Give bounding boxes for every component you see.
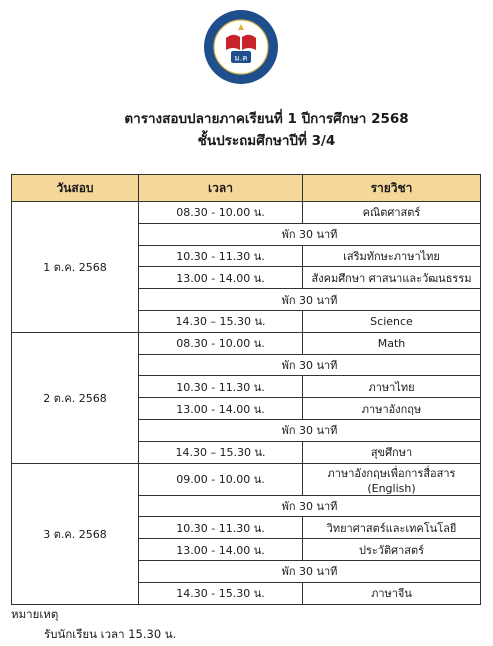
break-cell: พัก 30 นาที — [139, 560, 481, 582]
break-cell: พัก 30 นาที — [139, 289, 481, 311]
table-header-row — [12, 175, 481, 202]
subject-cell: เสริมทักษะภาษาไทย — [303, 245, 481, 267]
header-time: เวลา — [139, 175, 303, 202]
time-cell: 09.00 - 10.00 น. — [139, 463, 303, 495]
exam-date-cell: 3 ต.ค. 2568 — [12, 463, 139, 604]
break-cell: พัก 30 นาที — [139, 354, 481, 376]
time-cell: 14.30 – 15.30 น. — [139, 310, 303, 332]
subject-cell: ภาษาอังกฤษ — [303, 398, 481, 420]
time-cell: 10.30 - 11.30 น. — [139, 517, 303, 539]
subject-cell: สุขศึกษา — [303, 441, 481, 463]
time-cell: 08.30 - 10.00 น. — [139, 202, 303, 224]
time-cell: 13.00 - 14.00 น. — [139, 398, 303, 420]
subject-cell: ภาษาอังกฤษเพื่อการสื่อสาร (English) — [303, 463, 481, 495]
time-cell: 13.00 - 14.00 น. — [139, 267, 303, 289]
subject-cell: สังคมศึกษา ศาสนาและวัฒนธรรม — [303, 267, 481, 289]
break-cell: พัก 30 นาที — [139, 495, 481, 517]
exam-date-cell: 2 ต.ค. 2568 — [12, 332, 139, 463]
time-cell: 08.30 - 10.00 น. — [139, 332, 303, 354]
subject-cell: คณิตศาสตร์ — [303, 202, 481, 224]
subject-cell: วิทยาศาสตร์และเทคโนโลยี — [303, 517, 481, 539]
time-cell: 13.00 - 14.00 น. — [139, 539, 303, 561]
subject-cell: ภาษาไทย — [303, 376, 481, 398]
table-row — [12, 332, 481, 354]
time-cell: 14.30 – 15.30 น. — [139, 441, 303, 463]
time-cell: 10.30 - 11.30 น. — [139, 245, 303, 267]
note-heading: หมายเหตุ — [11, 607, 59, 621]
subject-cell: ประวัติศาสตร์ — [303, 539, 481, 561]
header-date: วันสอบ — [12, 175, 139, 202]
note-section — [11, 604, 176, 644]
title-line-1: ตารางสอบปลายภาคเรียนที่ 1 ปีการศึกษา 2568 — [124, 111, 409, 127]
logo-initials: ม.ค — [234, 53, 248, 63]
subject-cell: Math — [303, 332, 481, 354]
time-cell: 14.30 - 15.30 น. — [139, 582, 303, 604]
subject-cell: ภาษาจีน — [303, 582, 481, 604]
header-subject: รายวิชา — [303, 175, 481, 202]
title-line-2: ชั้นประถมศึกษาปีที่ 3/4 — [197, 133, 336, 149]
note-text: รับนักเรียน เวลา 15.30 น. — [44, 627, 177, 641]
subject-cell: Science — [303, 310, 481, 332]
exam-schedule-table — [11, 174, 481, 605]
table-row — [12, 463, 481, 495]
exam-date-cell: 1 ต.ค. 2568 — [12, 202, 139, 333]
break-cell: พัก 30 นาที — [139, 419, 481, 441]
break-cell: พัก 30 นาที — [139, 223, 481, 245]
table-row — [12, 202, 481, 224]
document-title — [0, 108, 493, 152]
time-cell: 10.30 - 11.30 น. — [139, 376, 303, 398]
school-logo — [202, 8, 280, 86]
